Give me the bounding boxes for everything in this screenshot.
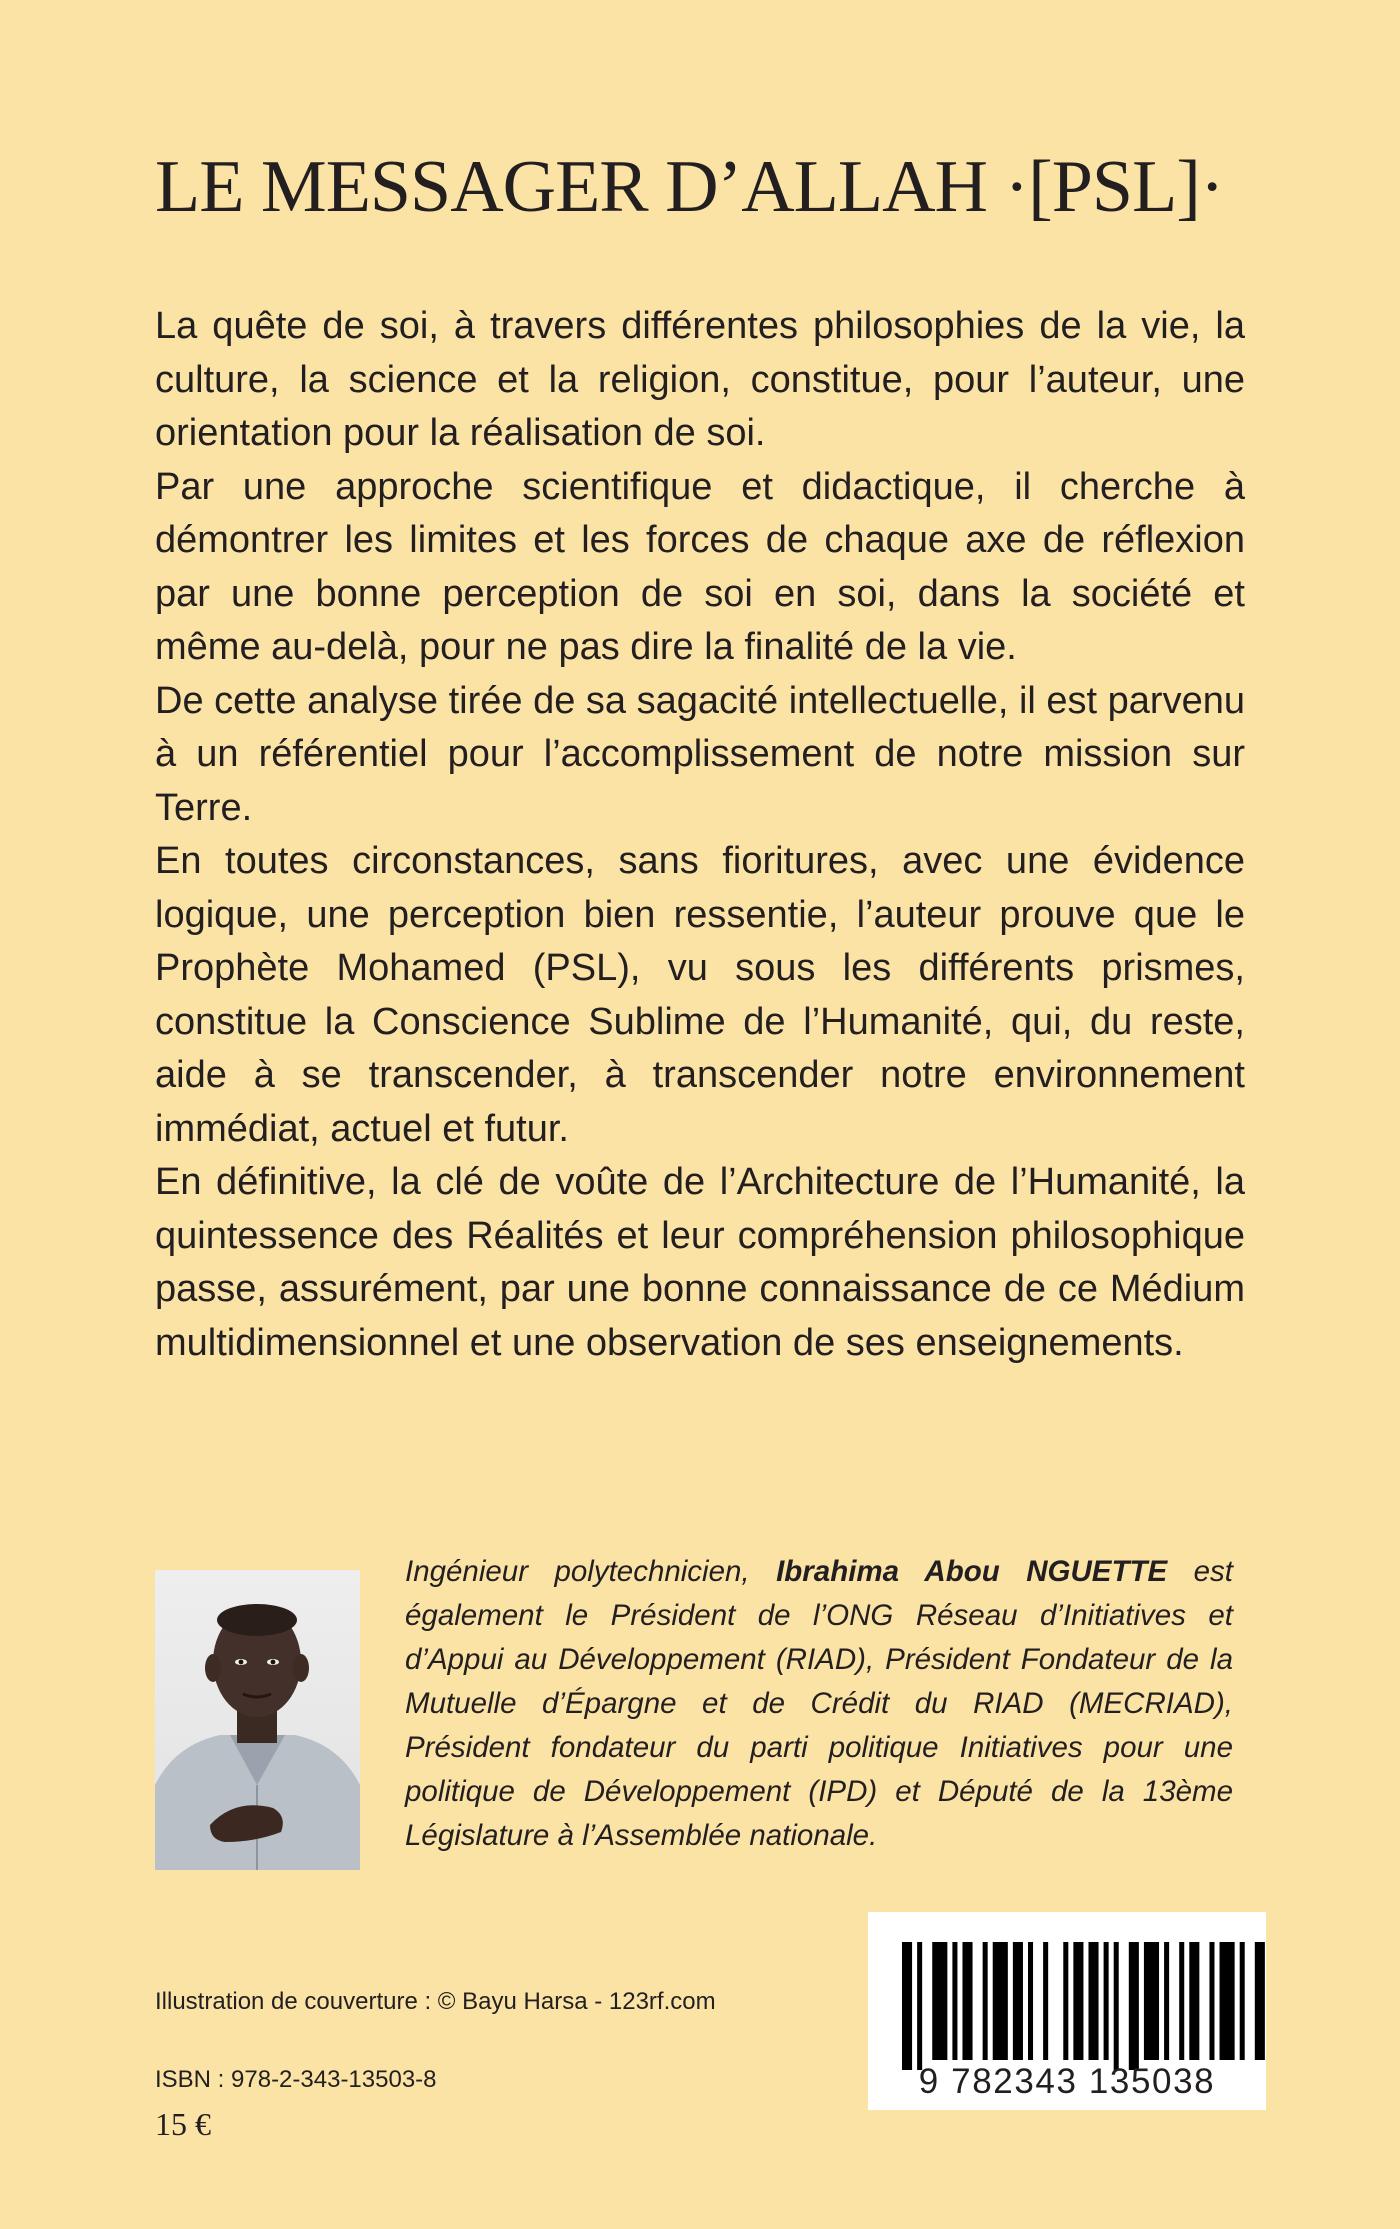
book-title <box>155 146 1255 228</box>
barcode-bar <box>917 1942 922 2070</box>
barcode <box>868 1912 1266 2110</box>
barcode-bar <box>1144 1942 1159 2060</box>
author-name: Ibrahima Abou NGUETTE <box>776 1555 1168 1588</box>
title-bracket-close: ]· <box>1176 146 1224 228</box>
back-cover-summary <box>155 300 1245 1370</box>
barcode-bar <box>983 1942 988 2060</box>
barcode-bar <box>1028 1942 1033 2060</box>
author-bio-intro: Ingénieur polytechnicien, <box>405 1555 777 1588</box>
barcode-bar <box>1088 1942 1098 2060</box>
summary-paragraph: En définitive, la clé de voûte de l’Architecture de l’Humanité, la quintessence des Réalités et leur compréhension philosophique passe, assurément, par une bonne connaissance de ce Médium multidimensionnel et une observation de ses enseignements. <box>155 1161 1245 1364</box>
author-bio-rest: est également le Président de l’ONG Réseau d’Initiatives et d’Appui au Développement (RIAD), Président Fondateur de la Mutuelle d’Épargne et de Crédit du RIAD (MECRIAD), Président fondateur du parti politique Initiatives pour une politique de Développement (IPD) et Député de la 13ème Législature à l’Assemblée nationale. <box>405 1555 1233 1852</box>
summary-paragraph: En toutes circonstances, sans fioritures, avec une évidence logique, une perception bien ressentie, l’auteur prouve que le Prophète Mohamed (PSL), vu sous les différents prismes, constitue la Conscience Sublime de l’Humanité, qui, du reste, aide à se transcender, à transcender notre environnement immédiat, actuel et futur. <box>155 840 1245 1150</box>
barcode-bar <box>1220 1942 1235 2060</box>
author-bio <box>405 1550 1233 1858</box>
summary-paragraph: La quête de soi, à travers différentes philosophies de la vie, la culture, la science et la religion, constitue, pour l’auteur, une orientation pour la réalisation de soi. <box>155 305 1245 454</box>
summary-paragraph: De cette analyse tirée de sa sagacité intellectuelle, il est parvenu à un référentiel pour l’accomplissement de notre mission sur Terre. <box>155 679 1245 829</box>
barcode-bar <box>1255 1942 1265 2060</box>
barcode-bar <box>952 1942 957 2060</box>
book-title-suffix: PSL <box>1051 146 1177 228</box>
price: 15 € <box>155 2106 211 2142</box>
author-photo <box>155 1570 360 1870</box>
title-bracket-open: ·[ <box>1004 146 1052 228</box>
barcode-bar <box>962 1942 972 2060</box>
barcode-bar <box>1164 1942 1169 2060</box>
barcode-bar <box>1043 1942 1048 2060</box>
barcode-bar <box>1189 1942 1199 2060</box>
barcode-bar <box>1063 1942 1068 2060</box>
barcode-bar <box>1073 1942 1083 2060</box>
author-portrait-illustration <box>155 1570 360 1870</box>
barcode-bar <box>932 1942 947 2060</box>
barcode-bar <box>1179 1942 1184 2060</box>
barcode-bar <box>1209 1942 1214 2060</box>
barcode-bar <box>1240 1942 1245 2060</box>
isbn: ISBN : 978-2-343-13503-8 <box>155 2066 437 2093</box>
barcode-bar <box>993 1942 1008 2060</box>
illustration-credit: Illustration de couverture : © Bayu Harsa - 123rf.com <box>155 1988 716 2015</box>
barcode-bar <box>1104 1942 1109 2060</box>
summary-paragraph: Par une approche scientifique et didactique, il cherche à démontrer les limites et les forces de chaque axe de réflexion par une bonne perception de soi en soi, dans la société et même au-delà, pour ne pas dire la finalité de la vie. <box>155 465 1245 668</box>
barcode-bar <box>902 1942 912 2070</box>
barcode-bar <box>1129 1942 1139 2070</box>
barcode-digits: 9 782343 135038 <box>918 2062 1216 2101</box>
book-title-main: LE MESSAGER D’ALLAH <box>155 146 987 228</box>
barcode-bar <box>1013 1942 1023 2060</box>
barcode-bar <box>1114 1942 1119 2070</box>
